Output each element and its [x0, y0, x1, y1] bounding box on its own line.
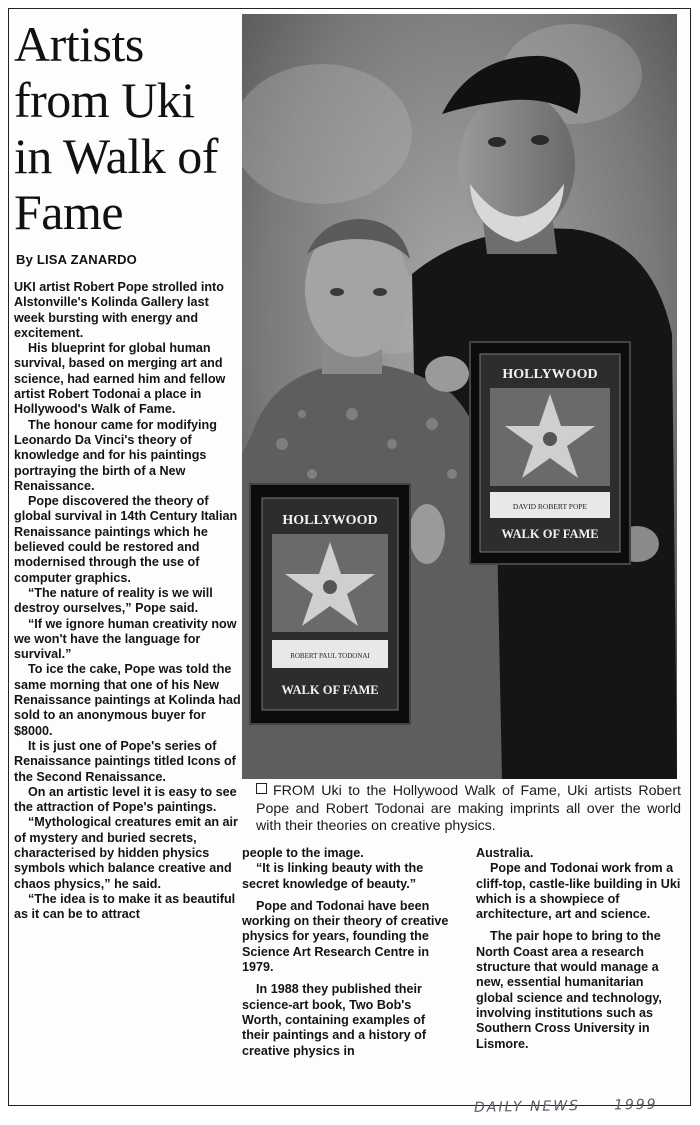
- paragraph: “The nature of reality is we will destroy ourselves,” Pope said.: [14, 585, 213, 616]
- paragraph: The pair hope to bring to the North Coast area a research structure that would manage a new, essential humanitarian global science and technology, involving institutions such as Southern Cross University in Lismore.: [476, 929, 662, 1051]
- handwritten-year: 1999: [613, 1096, 658, 1114]
- paragraph: people to the image.: [242, 846, 364, 860]
- paragraph: “Mythological creatures emit an air of mystery and buried secrets, characterised by hidden physics symbols which balance creative and chaos physics,” he said.: [14, 815, 238, 891]
- caption-text: FROM Uki to the Hollywood Walk of Fame, Uki artists Robert Pope and Robert Todonai are making imprints all over the world with their theories on creative physics.: [256, 783, 681, 834]
- article-column-2: [242, 846, 450, 1059]
- article-column-1: [14, 280, 242, 922]
- headline: Artists from Uki in Walk of Fame: [14, 16, 218, 240]
- paragraph: Pope and Todonai have been working on their theory of creative physics for years, founding the Science Art Research Centre in 1979.: [242, 898, 449, 975]
- photo-caption: [256, 783, 681, 836]
- paragraph: “If we ignore human creativity now we won't have the language for survival.”: [14, 616, 237, 662]
- caption-box-icon: [256, 783, 267, 794]
- plaque-right-name: DAVID ROBERT POPE: [512, 502, 588, 511]
- plaque-left-top: HOLLYWOOD: [282, 513, 378, 528]
- plaque-left-name: ROBERT PAUL TODONAI: [290, 652, 370, 660]
- paragraph: Pope discovered the theory of global survival in 14th Century Italian Renaissance paintings which he believed could be restored and modernised through the use of computer graphics.: [14, 494, 238, 585]
- handwritten-paper: DAILY NEWS: [473, 1098, 581, 1116]
- paragraph: Pope and Todonai work from a cliff-top, castle-like building in Uki which is a showpiece of architecture, art and science.: [476, 861, 681, 922]
- paragraph: To ice the cake, Pope was told the same morning that one of his New Renaissance paintings at Kolinda had sold to an anonymous buyer for $8000.: [14, 662, 241, 738]
- paragraph: “It is linking beauty with the secret knowledge of beauty.”: [242, 861, 424, 891]
- byline: By LISA ZANARDO: [16, 252, 137, 267]
- paragraph: Australia.: [476, 846, 534, 860]
- plaque-right-top: HOLLYWOOD: [502, 367, 598, 382]
- paragraph: His blueprint for global human survival, based on merging art and science, had earned him and fellow artist Robert Todonai a place in Hollywood's Walk of Fame.: [14, 341, 226, 417]
- paragraph: It is just one of Pope's series of Renaissance paintings titled Icons of the Second Renaissance.: [14, 738, 236, 784]
- handwritten-source-note: [474, 1096, 692, 1116]
- paragraph: UKI artist Robert Pope strolled into Alstonville's Kolinda Gallery last week bursting with energy and excitement.: [14, 280, 224, 340]
- paragraph: “The idea is to make it as beautiful as it can be to attract: [14, 891, 236, 922]
- plaque-left-bottom: WALK OF FAME: [281, 683, 379, 697]
- photo-artists-with-plaques: [242, 14, 677, 779]
- article-column-3: [476, 846, 681, 1052]
- paragraph: The honour came for modifying Leonardo Da Vinci's theory of knowledge and for his paintings portraying the birth of a New Renaissance.: [14, 417, 217, 493]
- paragraph: In 1988 they published their science-art book, Two Bob's Worth, containing examples of their paintings and a history of creative physics in: [242, 982, 427, 1058]
- paragraph: On an artistic level it is easy to see the attraction of Pope's paintings.: [14, 784, 237, 815]
- plaque-right-bottom: WALK OF FAME: [501, 527, 599, 541]
